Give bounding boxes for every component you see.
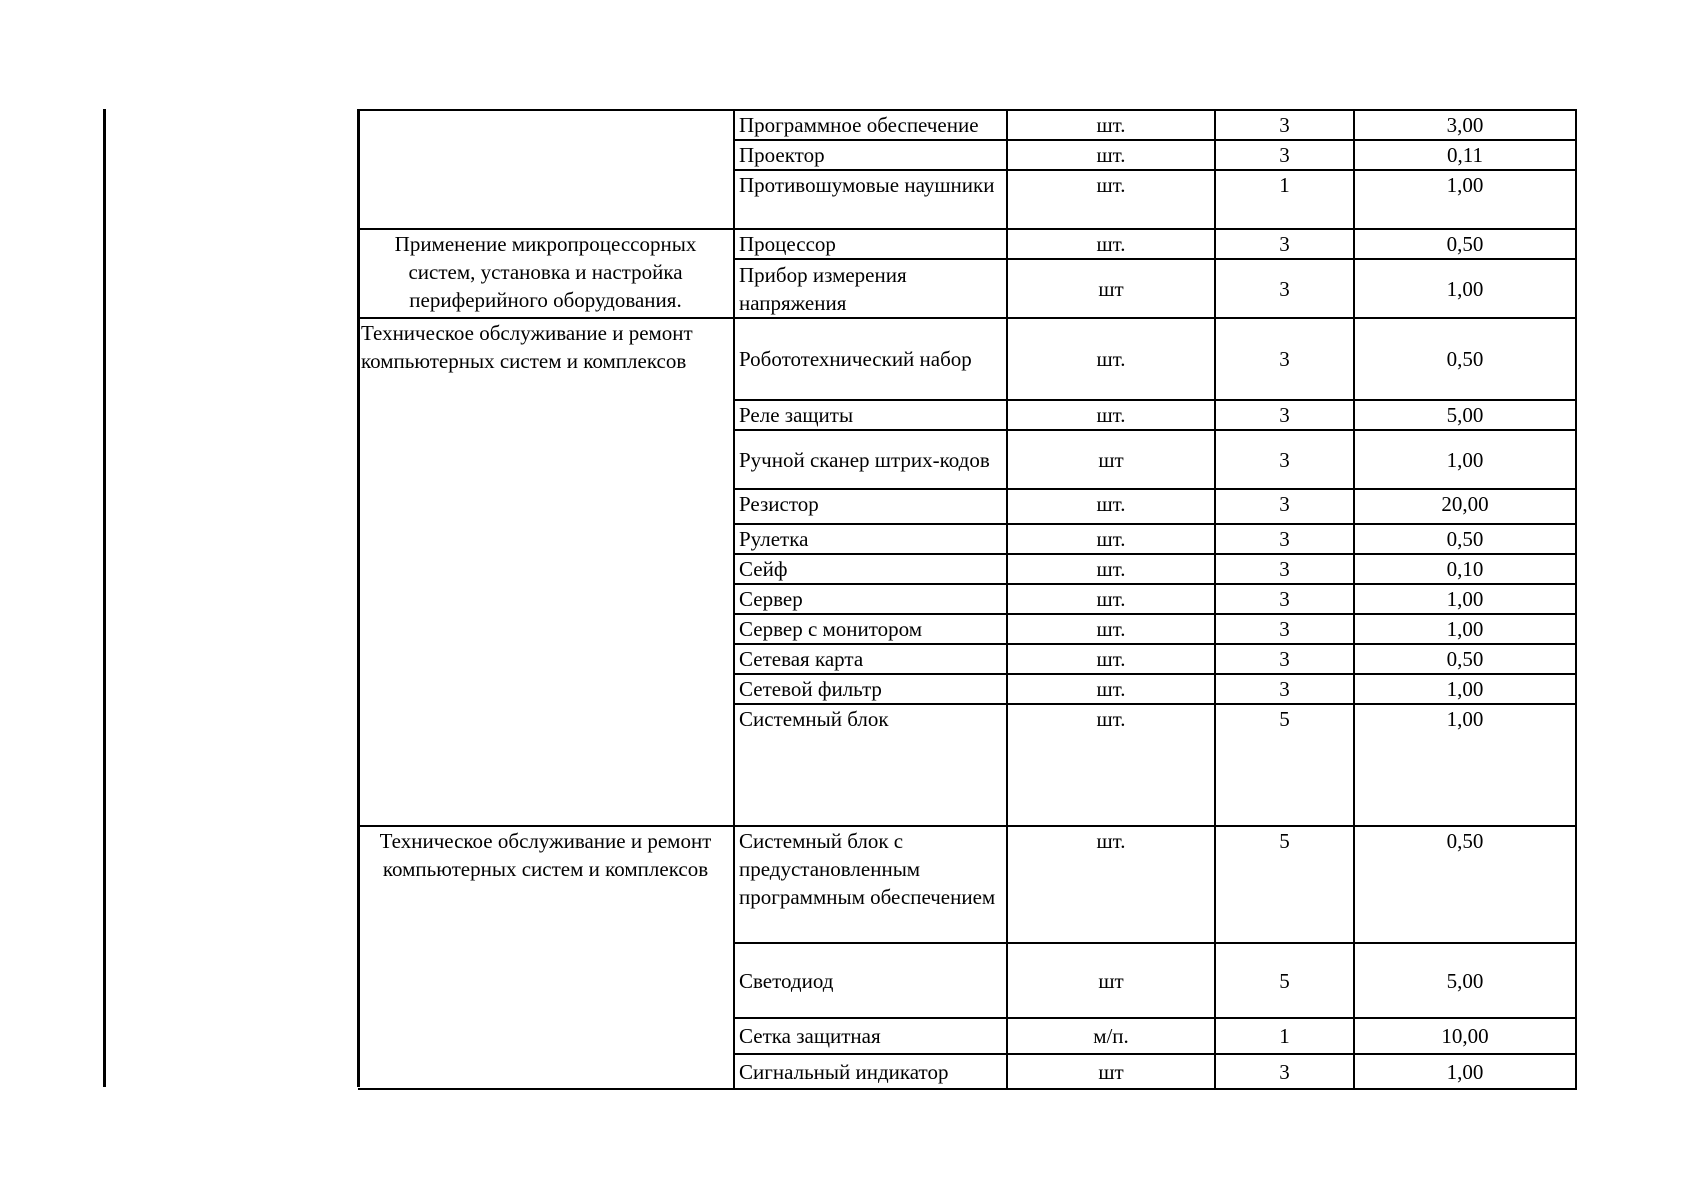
unit-cell: шт. — [1007, 644, 1215, 674]
unit-cell: шт — [1007, 1054, 1215, 1089]
value-cell: 1,00 — [1354, 614, 1576, 644]
item-name-cell: Сигнальный индикатор — [734, 1054, 1007, 1089]
item-name-cell: Проектор — [734, 140, 1007, 170]
quantity-cell: 3 — [1215, 140, 1354, 170]
unit-cell: шт. — [1007, 704, 1215, 826]
table-row — [358, 110, 1576, 140]
quantity-cell: 3 — [1215, 644, 1354, 674]
item-name-cell: Прибор измерения напряжения — [734, 259, 1007, 318]
item-name-cell: Системный блок с предустановленным программным обеспечением — [734, 826, 1007, 943]
quantity-cell: 3 — [1215, 674, 1354, 704]
unit-cell: шт. — [1007, 140, 1215, 170]
left-border-line — [103, 109, 106, 1087]
value-cell: 1,00 — [1354, 704, 1576, 826]
item-name-cell: Сервер с монитором — [734, 614, 1007, 644]
value-cell: 1,00 — [1354, 584, 1576, 614]
item-name-cell: Программное обеспечение — [734, 110, 1007, 140]
equipment-table-body — [358, 110, 1576, 1089]
item-name-cell: Сетевой фильтр — [734, 674, 1007, 704]
unit-cell: шт. — [1007, 826, 1215, 943]
value-cell: 1,00 — [1354, 674, 1576, 704]
quantity-cell: 5 — [1215, 826, 1354, 943]
value-cell: 1,00 — [1354, 1054, 1576, 1089]
item-name-cell: Реле защиты — [734, 400, 1007, 430]
value-cell: 0,50 — [1354, 229, 1576, 259]
quantity-cell: 3 — [1215, 318, 1354, 400]
item-name-cell: Светодиод — [734, 943, 1007, 1018]
item-name-cell: Рулетка — [734, 524, 1007, 554]
item-name-cell: Противошумовые наушники — [734, 170, 1007, 229]
table-row — [358, 318, 1576, 400]
unit-cell: шт. — [1007, 554, 1215, 584]
quantity-cell: 3 — [1215, 229, 1354, 259]
quantity-cell: 3 — [1215, 259, 1354, 318]
table-row — [358, 229, 1576, 259]
quantity-cell: 1 — [1215, 1018, 1354, 1054]
value-cell: 1,00 — [1354, 170, 1576, 229]
value-cell: 0,50 — [1354, 524, 1576, 554]
value-cell: 0,11 — [1354, 140, 1576, 170]
item-name-cell: Сервер — [734, 584, 1007, 614]
quantity-cell: 3 — [1215, 430, 1354, 489]
value-cell: 10,00 — [1354, 1018, 1576, 1054]
equipment-table — [358, 109, 1577, 1090]
quantity-cell: 3 — [1215, 524, 1354, 554]
quantity-cell: 3 — [1215, 554, 1354, 584]
section-title-cell: Применение микропроцессорных систем, установка и настройка периферийного оборудования. — [358, 229, 734, 318]
value-cell: 5,00 — [1354, 943, 1576, 1018]
item-name-cell: Системный блок — [734, 704, 1007, 826]
unit-cell: шт — [1007, 430, 1215, 489]
quantity-cell: 3 — [1215, 400, 1354, 430]
unit-cell: шт. — [1007, 229, 1215, 259]
item-name-cell: Сетка защитная — [734, 1018, 1007, 1054]
section-title-cell — [358, 110, 734, 229]
quantity-cell: 1 — [1215, 170, 1354, 229]
unit-cell: шт. — [1007, 400, 1215, 430]
value-cell: 0,50 — [1354, 318, 1576, 400]
unit-cell: м/п. — [1007, 1018, 1215, 1054]
value-cell: 0,50 — [1354, 644, 1576, 674]
unit-cell: шт. — [1007, 614, 1215, 644]
quantity-cell: 3 — [1215, 584, 1354, 614]
item-name-cell: Сейф — [734, 554, 1007, 584]
unit-cell: шт. — [1007, 170, 1215, 229]
section-title-cell: Техническое обслуживание и ремонт компьютерных систем и комплексов — [358, 318, 734, 826]
value-cell: 20,00 — [1354, 489, 1576, 524]
unit-cell: шт. — [1007, 674, 1215, 704]
unit-cell: шт. — [1007, 110, 1215, 140]
quantity-cell: 3 — [1215, 614, 1354, 644]
quantity-cell: 5 — [1215, 704, 1354, 826]
quantity-cell: 3 — [1215, 110, 1354, 140]
unit-cell: шт. — [1007, 318, 1215, 400]
unit-cell: шт. — [1007, 489, 1215, 524]
unit-cell: шт. — [1007, 524, 1215, 554]
item-name-cell: Сетевая карта — [734, 644, 1007, 674]
item-name-cell: Ручной сканер штрих-кодов — [734, 430, 1007, 489]
unit-cell: шт — [1007, 943, 1215, 1018]
table-row — [358, 826, 1576, 943]
value-cell: 0,50 — [1354, 826, 1576, 943]
value-cell: 5,00 — [1354, 400, 1576, 430]
value-cell: 0,10 — [1354, 554, 1576, 584]
value-cell: 1,00 — [1354, 430, 1576, 489]
unit-cell: шт — [1007, 259, 1215, 318]
section-title-cell: Техническое обслуживание и ремонт компьютерных систем и комплексов — [358, 826, 734, 1089]
unit-cell: шт. — [1007, 584, 1215, 614]
item-name-cell: Резистор — [734, 489, 1007, 524]
item-name-cell: Процессор — [734, 229, 1007, 259]
quantity-cell: 5 — [1215, 943, 1354, 1018]
value-cell: 1,00 — [1354, 259, 1576, 318]
quantity-cell: 3 — [1215, 1054, 1354, 1089]
quantity-cell: 3 — [1215, 489, 1354, 524]
item-name-cell: Робототехнический набор — [734, 318, 1007, 400]
value-cell: 3,00 — [1354, 110, 1576, 140]
